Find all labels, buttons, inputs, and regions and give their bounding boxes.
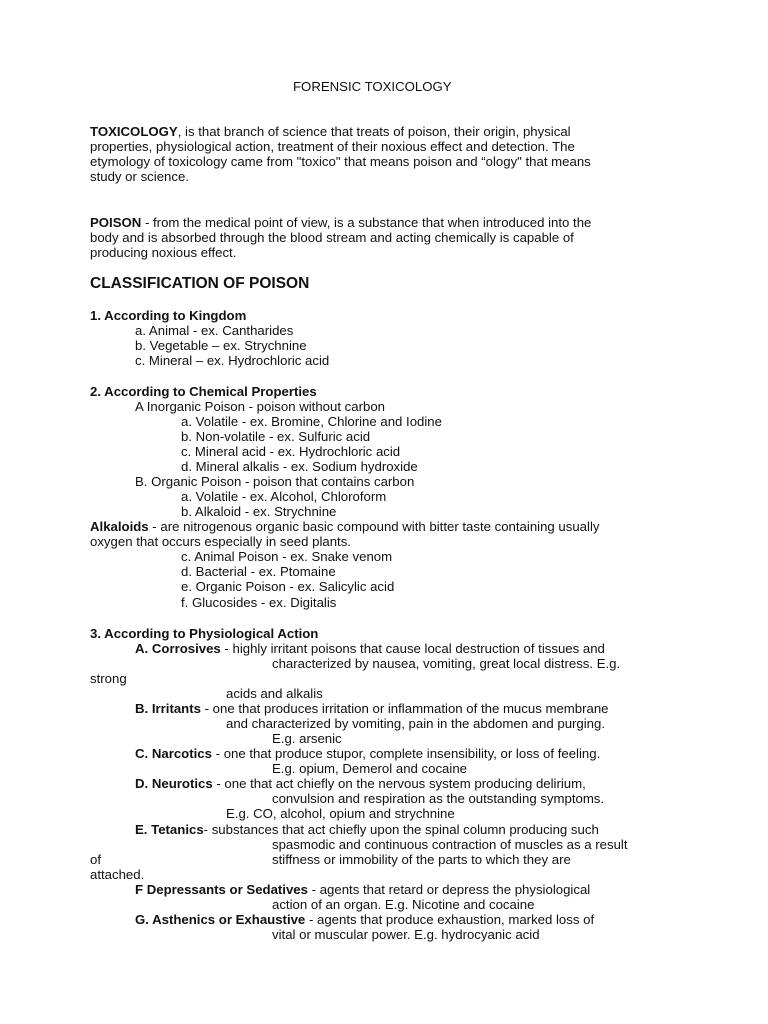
depressants-term: F Depressants or Sedatives (135, 882, 308, 897)
depressants-line-1: F Depressants or Sedatives - agents that retard or depress the physiological (135, 882, 591, 897)
tetanics-line-3: of (90, 852, 101, 867)
toxicology-term: TOXICOLOGY (90, 124, 178, 139)
neurotics-term: D. Neurotics (135, 776, 213, 791)
inorganic-poison: A Inorganic Poison - poison without carbon (135, 399, 385, 414)
organic-item: e. Organic Poison - ex. Salicylic acid (181, 579, 395, 594)
neurotics-line-2: convulsion and respiration as the outstanding symptoms. (272, 791, 605, 806)
irritants-term: B. Irritants (135, 701, 201, 716)
corrosives-line-1: A. Corrosives - highly irritant poisons that cause local destruction of tissues and (135, 641, 605, 656)
classification-heading: CLASSIFICATION OF POISON (90, 275, 310, 292)
organic-item: f. Glucosides - ex. Digitalis (181, 595, 337, 610)
alkaloids-term: Alkaloids (90, 519, 149, 534)
narcotics-line-2: E.g. opium, Demerol and cocaine (272, 761, 467, 776)
tetanics-line-2: spasmodic and continuous contraction of muscles as a result (272, 837, 628, 852)
organic-poison: B. Organic Poison - poison that contains carbon (135, 474, 415, 489)
corrosives-line-3: strong (90, 671, 127, 686)
tetanics-line-5: attached. (90, 867, 145, 882)
toxicology-definition-line-4: study or science. (90, 169, 189, 184)
corrosives-line-2: characterized by nausea, vomiting, great local distress. E.g. (272, 656, 621, 671)
inorganic-item: d. Mineral alkalis - ex. Sodium hydroxide (181, 459, 418, 474)
narcotics-term: C. Narcotics (135, 746, 212, 761)
toxicology-definition-line-2: properties, physiological action, treatment of their noxious effect and detection. The (90, 139, 575, 154)
tetanics-line-4: stiffness or immobility of the parts to which they are (272, 852, 571, 867)
organic-item: d. Bacterial - ex. Ptomaine (181, 564, 336, 579)
inorganic-item: c. Mineral acid - ex. Hydrochloric acid (181, 444, 401, 459)
kingdom-heading: 1. According to Kingdom (90, 308, 247, 323)
asthenics-term: G. Asthenics or Exhaustive (135, 912, 306, 927)
organic-item: c. Animal Poison - ex. Snake venom (181, 549, 393, 564)
asthenics-line-2: vital or muscular power. E.g. hydrocyanic acid (272, 927, 540, 942)
organic-item: a. Volatile - ex. Alcohol, Chloroform (181, 489, 387, 504)
irritants-line-2: and characterized by vomiting, pain in the abdomen and purging. (226, 716, 606, 731)
neurotics-line-1: D. Neurotics - one that act chiefly on the nervous system producing delirium, (135, 776, 586, 791)
kingdom-item: c. Mineral – ex. Hydrochloric acid (135, 353, 330, 368)
alkaloids-definition-line-2: oxygen that occurs especially in seed plants. (90, 534, 351, 549)
poison-definition-line-2: body and is absorbed through the blood stream and acting chemically is capable of (90, 230, 574, 245)
physiological-heading: 3. According to Physiological Action (90, 626, 319, 641)
inorganic-item: a. Volatile - ex. Bromine, Chlorine and Iodine (181, 414, 442, 429)
toxicology-definition-line-1: TOXICOLOGY, is that branch of science that treats of poison, their origin, physical (90, 124, 571, 139)
asthenics-line-1: G. Asthenics or Exhaustive - agents that produce exhaustion, marked loss of (135, 912, 595, 927)
poison-definition-line-1: POISON - from the medical point of view, is a substance that when introduced into the (90, 215, 592, 230)
irritants-line-3: E.g. arsenic (272, 731, 342, 746)
tetanics-term: E. Tetanics (135, 822, 204, 837)
kingdom-item: b. Vegetable – ex. Strychnine (135, 338, 307, 353)
chemical-heading: 2. According to Chemical Properties (90, 384, 317, 399)
depressants-line-2: action of an organ. E.g. Nicotine and cocaine (272, 897, 535, 912)
poison-definition-line-3: producing noxious effect. (90, 245, 237, 260)
alkaloids-definition-line-1: Alkaloids - are nitrogenous organic basic compound with bitter taste containing usually (90, 519, 600, 534)
neurotics-line-3: E.g. CO, alcohol, opium and strychnine (226, 806, 455, 821)
poison-term: POISON (90, 215, 142, 230)
narcotics-line-1: C. Narcotics - one that produce stupor, complete insensibility, or loss of feeling. (135, 746, 601, 761)
tetanics-line-1: E. Tetanics- substances that act chiefly upon the spinal column producing such (135, 822, 599, 837)
inorganic-item: b. Non-volatile - ex. Sulfuric acid (181, 429, 371, 444)
corrosives-term: . Corrosives (144, 641, 221, 656)
page-title: FORENSIC TOXICOLOGY (293, 79, 452, 94)
corrosives-line-4: acids and alkalis (226, 686, 323, 701)
organic-item: b. Alkaloid - ex. Strychnine (181, 504, 337, 519)
toxicology-definition-line-3: etymology of toxicology came from "toxico" that means poison and “ology" that means (90, 154, 591, 169)
irritants-line-1: B. Irritants - one that produces irritation or inflammation of the mucus membrane (135, 701, 609, 716)
kingdom-item: a. Animal - ex. Cantharides (135, 323, 294, 338)
